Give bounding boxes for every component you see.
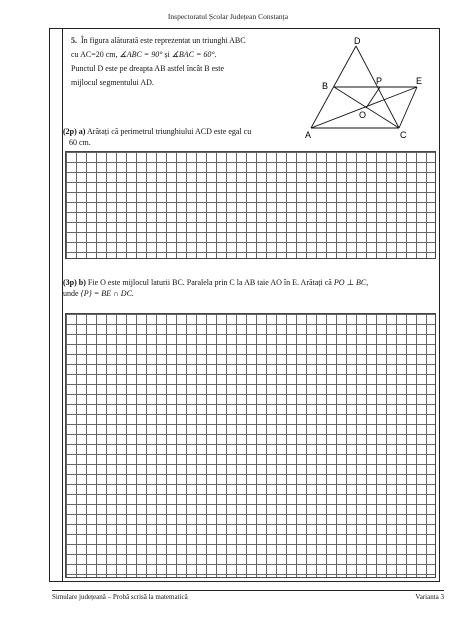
question-b-points: (3p) — [63, 278, 77, 287]
page-footer — [52, 590, 444, 601]
question-a-text: Arătați că perimetrul triunghiului ACD este egal cu — [87, 127, 252, 136]
question-b-definition: {P} = BE ∩ DC. — [80, 289, 134, 298]
label-o: O — [359, 110, 367, 120]
question-a — [63, 126, 363, 148]
footer-left: Simulare județeană – Probă scrisă la matematică — [52, 593, 188, 601]
answer-grid-a[interactable] — [65, 151, 436, 259]
question-a-letter: a) — [78, 127, 86, 136]
question-a-points: (2p) — [63, 127, 77, 136]
label-d: D — [354, 36, 361, 46]
angle-bac: ∡BAC = 60° — [171, 50, 215, 59]
question-b-letter: b) — [78, 278, 86, 287]
answer-grid-b[interactable] — [65, 313, 436, 578]
number-column-divider — [62, 29, 63, 581]
problem-line-4: mijlocul segmentului AD. — [71, 78, 154, 87]
question-b-text-2: unde — [63, 289, 79, 298]
problem-line-2-prefix: cu AC=20 cm, — [71, 50, 118, 59]
problem-number: 5. — [71, 36, 77, 45]
question-b-text: Fie O este mijlocul laturii BC. Paralela prin C la AB taie AO în E. Arătați că — [87, 278, 332, 287]
label-b: B — [322, 81, 329, 91]
problem-line-3: Punctul D este pe dreapta AB astfel încât B este — [71, 64, 225, 73]
problem-line-1-text: În figura alăturată este reprezentat un triunghi ABC — [81, 36, 246, 45]
problem-line-2-end: . — [214, 50, 217, 59]
question-b — [63, 277, 435, 299]
label-a: A — [305, 130, 312, 140]
question-a-text-2: 60 cm. — [69, 138, 91, 147]
triangle-figure — [304, 36, 434, 140]
problem-line-1 — [71, 34, 306, 48]
problem-statement — [71, 34, 306, 90]
angle-abc: ∡ABC = 90° — [119, 50, 163, 59]
conjunction: și — [164, 50, 170, 59]
question-b-relation: PO ⊥ BC, — [333, 278, 369, 287]
segment-po — [366, 87, 380, 108]
problem-line-2 — [71, 48, 306, 62]
segment-ae — [311, 87, 417, 128]
label-e: E — [416, 76, 423, 86]
footer-right: Varianta 3 — [415, 593, 444, 601]
label-c: C — [400, 130, 407, 140]
page-header: Inspectoratul Școlar Județean Constanța — [167, 12, 289, 21]
label-p: P — [376, 76, 383, 86]
